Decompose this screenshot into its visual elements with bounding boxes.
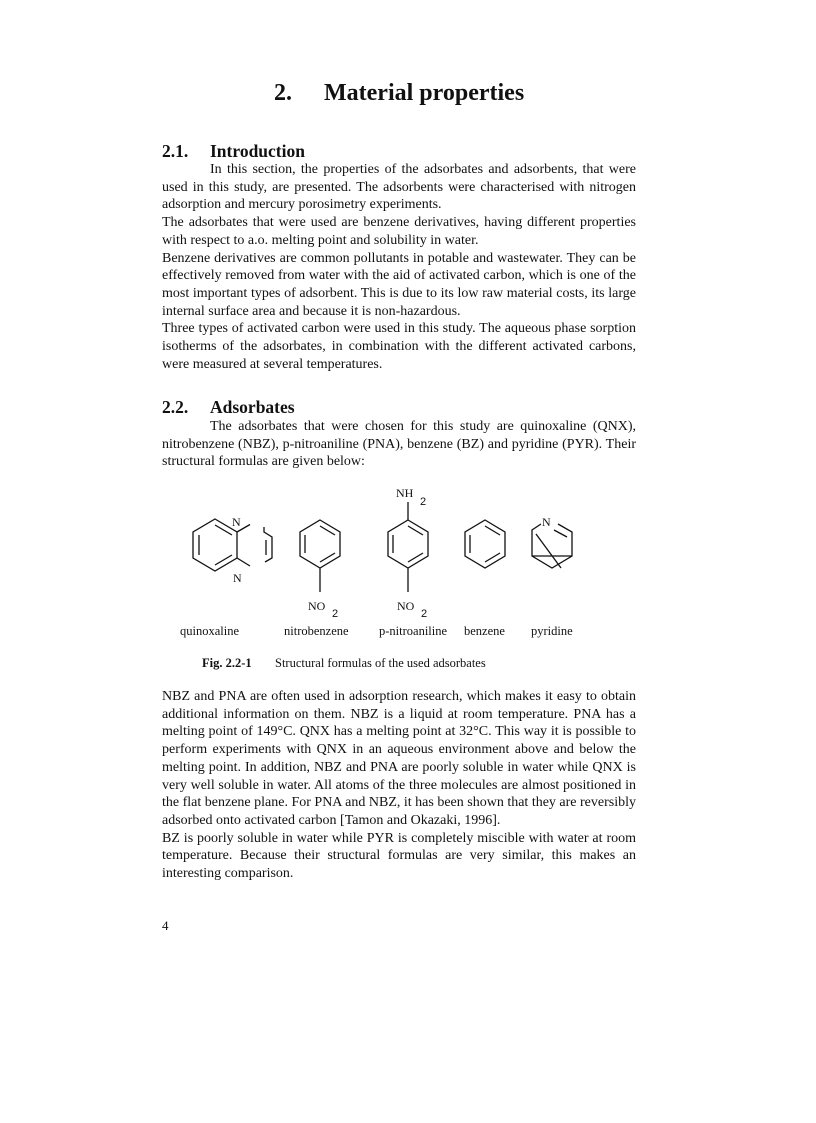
atom-label: NO (397, 599, 415, 613)
paragraph: The adsorbates that were used are benzene derivatives, having different properties with respect to a.o. melting point and solubility in water. (162, 215, 636, 248)
benzene-structure (465, 520, 505, 568)
page-number: 4 (162, 918, 169, 933)
chapter-title: Material properties (324, 80, 525, 106)
atom-subscript: 2 (332, 608, 339, 618)
structural-formulas-figure (162, 478, 636, 670)
nitrobenzene-structure (300, 520, 340, 592)
molecule-label-nitrobenzene: nitrobenzene (284, 624, 349, 638)
section-heading-adsorbates (162, 397, 295, 418)
pyridine-structure (532, 524, 572, 568)
chapter-number: 2. (274, 80, 292, 106)
molecule-label-benzene: benzene (464, 624, 505, 638)
paragraph: The adsorbates that were chosen for this study are quinoxaline (QNX), nitrobenzene (NBZ), p-nitroaniline (PNA), benzene (BZ) and pyridine (PYR). Their structural formulas are given below: (162, 419, 636, 470)
discussion-text (162, 688, 636, 883)
molecule-label-pyridine: pyridine (531, 624, 573, 638)
atom-label: NH (396, 486, 414, 500)
atom-subscript: 2 (421, 608, 428, 618)
section-title: Adsorbates (210, 397, 295, 417)
atom-label: N (232, 515, 241, 529)
paragraph: Three types of activated carbon were used in this study. The aqueous phase sorption isotherms of the adsorbates, in combination with the different activated carbons, were measured at several temperatures. (162, 321, 636, 372)
introduction-text (162, 161, 636, 373)
molecule-label-p-nitroaniline: p-nitroaniline (379, 624, 448, 638)
paragraph: Benzene derivatives are common pollutants in potable and wastewater. They can be effectively removed from water with the aid of activated carbon, which is one of the most important types of adsorbent. This is due to its low raw material costs, its large internal surface area and because it is non-hazardous. (162, 250, 636, 319)
p-nitroaniline-structure (388, 502, 428, 592)
chapter-heading (274, 80, 524, 107)
paragraph: NBZ and PNA are often used in adsorption research, which makes it easy to obtain additional information on them. NBZ is a liquid at room temperature. PNA has a melting point of 149°C. QNX has a melting point at 32°C. This way it is possible to perform experiments with QNX in an aqueous environment above and below the melting point. In addition, NBZ and PNA are poorly soluble in water while QNX is very well soluble in water. All atoms of the three molecules are almost positioned in the flat benzene plane. For PNA and NBZ, it has been shown that they are reversibly adsorbed onto activated carbon [Tamon and Okazaki, 1996]. (162, 689, 636, 828)
figure-caption-label: Fig. 2.2-1 (202, 656, 252, 670)
atom-label: NO (308, 599, 326, 613)
atom-label: N (233, 571, 242, 585)
paragraph: In this section, the properties of the adsorbates and adsorbents, that were used in this study, are presented. The adsorbents were characterised with nitrogen adsorption and mercury porosimetry experiments. (162, 162, 636, 213)
section-number: 2.1. (162, 141, 189, 161)
section-heading-introduction (162, 141, 305, 162)
figure-caption-text: Structural formulas of the used adsorbates (275, 656, 486, 670)
section-number: 2.2. (162, 397, 189, 417)
section-title: Introduction (210, 141, 305, 161)
paragraph: BZ is poorly soluble in water while PYR is completely miscible with water at room temperature. Because their structural formulas are very similar, this makes an interesting comparison. (162, 830, 636, 882)
molecule-label-quinoxaline: quinoxaline (180, 624, 240, 638)
adsorbates-intro-text (162, 418, 636, 471)
atom-label: N (542, 515, 551, 529)
structural-formulas-drawing (162, 478, 636, 618)
figure-caption (202, 656, 486, 671)
atom-subscript: 2 (420, 496, 427, 508)
